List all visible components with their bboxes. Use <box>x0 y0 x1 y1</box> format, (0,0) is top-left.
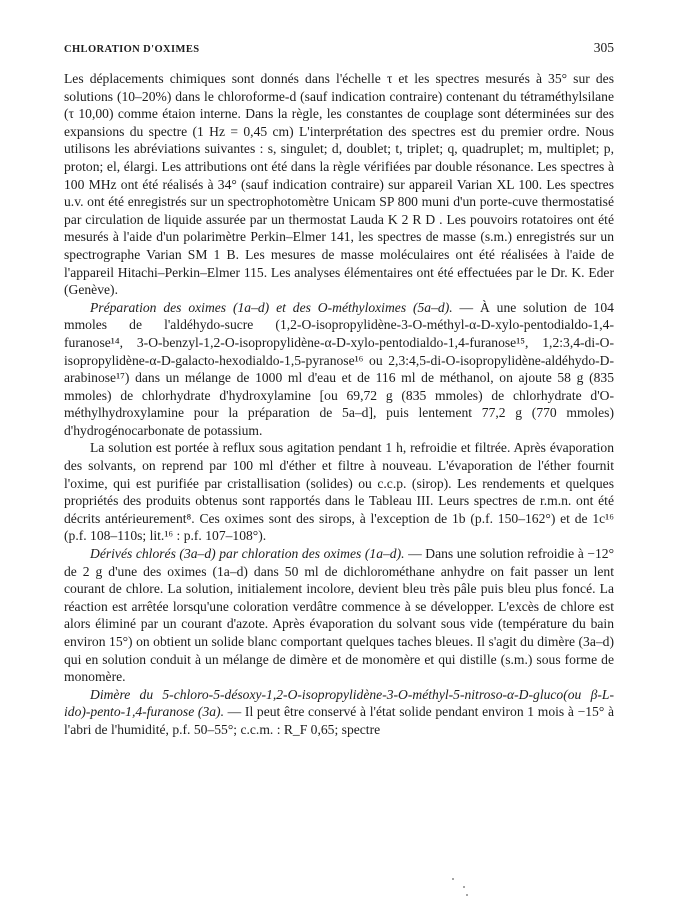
running-title: CHLORATION D'OXIMES <box>64 44 200 55</box>
section-heading: Dimère du 5-chloro-5-désoxy-1,2-O-isopropylidène-3-O-méthyl-5-nitroso-α-D-gluco(ou β-L-ido)-pento-1,4-furanose (3a). <box>64 686 614 720</box>
paragraph-instrumentation <box>64 70 614 299</box>
paragraph-text: — À une solution de 104 mmoles de l'aldéhydo-sucre (1,2-O-isopropylidène-3-O-méthyl-α-D-xylo-pentodialdo-1,4-furanose¹⁴, 3-O-benzyl-1,2-O-isopropylidène-α-D-xylo-pentodialdo-1,4-furanose¹⁵, 1,2:3,4-di-O-isopropylidène-α-D-galacto-hexodialdo-1,5-pyranose¹⁶ ou 2,3:4,5-di-O-isopropylidène-aldéhydo-D-arabinose¹⁷) dans un mélange de 1000 ml d'eau et de 116 ml de méthanol, on ajoute 58 g (835 mmoles) de chlorhydrate d'hydroxylamine [ou 69,72 g (835 mmoles) de chlorhydrate d'O-méthylhydroxylamine pour la préparation de 5a–d], puis lentement 77,2 g (770 mmoles) d'hydrogénocarbonate de potassium. <box>64 299 614 438</box>
paragraph-oximes-preparation <box>64 299 614 440</box>
scan-speck <box>452 878 454 880</box>
paragraph-text: La solution est portée à reflux sous agitation pendant 1 h, refroidie et filtrée. Après évaporation des solvants, on reprend par 100 ml d'éther et filtre à nouveau. L'évaporation de l'éther fournit l'oxime, qui est purifiée par cristallisation (solides) ou c.c.p. (sirop). Les rendements et quelques propriétés des produits obtenus sont rapportés dans le Tableau III. Leurs spectres de r.m.n. ont été décrits antérieurement⁸. Ces oximes sont des sirops, à l'exception de 1b (p.f. 150–162°) et de 1c¹⁶ (p.f. 108–110s; lit.¹⁶ : p.f. 107–108°). <box>64 440 614 544</box>
paragraph-dimer <box>64 686 614 739</box>
paragraph-text: — Dans une solution refroidie à −12° de 2 g d'une des oximes (1a–d) dans 50 ml de dichlorométhane anhydre on fait passer un lent courant de chlore. La solution, initialement incolore, devient bleu très pâle puis bleu plus foncé. La réaction est arrêtée lorsqu'une coloration verdâtre commence à se développer. L'excès de chlore est alors éliminé par un courant d'azote. Après évaporation du solvant sous vide (température du bain environ 15°) on obtient un solide blanc comportant quelques taches bleues. Il s'agit du dimère (3a–d) qui en solution conduit à un mélange de dimère et de monomère et qui distille (s.m.) sous forme de monomère. <box>64 546 615 685</box>
scan-speck <box>466 894 468 896</box>
paragraph-text: — Il peut être conservé à l'état solide pendant environ 1 mois à −15° à l'abri de l'humidité, p.f. 50–55°; c.c.m. : R_F 0,65; spectre <box>64 704 614 737</box>
paragraph-text: Les déplacements chimiques sont donnés dans l'échelle τ et les spectres mesurés à 35° sur des solutions (10–20%) dans le chloroforme-d (sauf indication contraire) contenant du tétraméthylsilane (τ 10,00) comme étaion interne. Dans la règle, les constantes de couplage sont déterminées sur des expansions du spectre (1 Hz = 0,45 cm) L'interprétation des spectres est du premier ordre. Nous utilisons les abréviations suivantes : s, singulet; d, doublet; t, triplet; q, quadruplet; m, multiplet; p, proton; el, élargi. Les attributions ont été dans la règle vérifiées par double résonance. Les spectres à 100 MHz ont été réalisés à 34° (sauf indication contraire) sur appareil Varian XL 100. Les spectres u.v. ont été enregistrés sur un spectrophotomètre Unicam SP 800 muni d'un porte-cuve thermostatisé par circulation de liquide assurée par un thermostat Lauda K 2 R D . Les pouvoirs rotatoires ont été mesurés à l'aide d'un polarimètre Perkin–Elmer 141, les spectres de masse (s.m.) enregistrés sur un spectrographe Varian SM 1 B. Les mesures de masse moléculaires ont été réalisées à l'aide de l'appareil Hitachi–Perkin–Elmer 115. Les analyses élémentaires ont été effectuées par le Dr. K. Eder (Genève). <box>64 71 614 298</box>
paragraph-chlorination <box>64 545 614 686</box>
paragraph-reflux-procedure <box>64 439 614 545</box>
page <box>64 40 614 739</box>
scan-speck <box>463 886 465 888</box>
section-heading: Préparation des oximes (1a–d) et des O-méthyloximes (5a–d). <box>90 299 453 315</box>
page-number: 305 <box>593 40 614 55</box>
section-heading: Dérivés chlorés (3a–d) par chloration des oximes (1a–d). <box>90 546 405 562</box>
running-head <box>64 40 614 56</box>
